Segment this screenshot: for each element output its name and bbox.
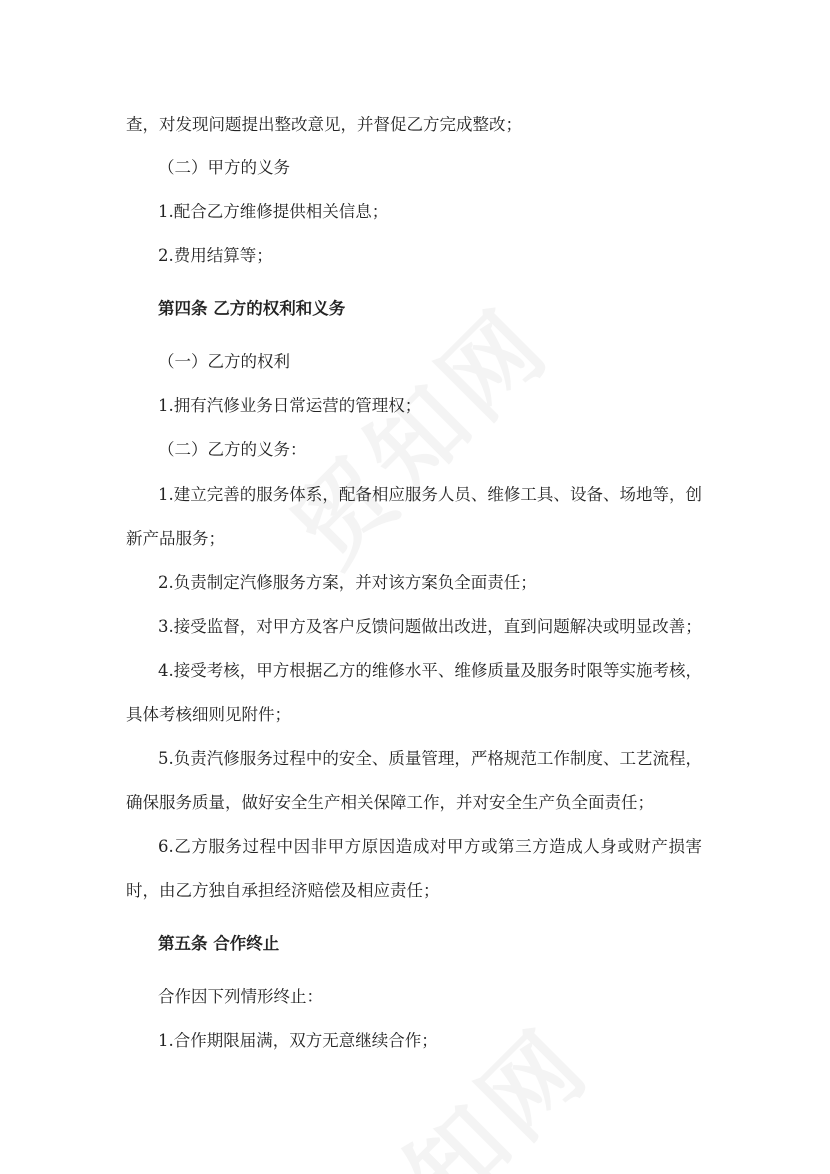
list-item: 1.配合乙方维修提供相关信息； (158, 202, 389, 221)
list-item: 1.合作期限届满，双方无意继续合作； (158, 1031, 438, 1050)
list-item-continuation: 确保服务质量，做好安全生产相关保障工作，并对安全生产负全面责任； (126, 793, 654, 812)
list-item: 1.建立完善的服务体系，配备相应服务人员、维修工具、设备、场地等，创 (158, 485, 702, 504)
list-item: 1.拥有汽修业务日常运营的管理权； (158, 396, 422, 415)
section-heading-rights-b: （一）乙方的权利 (158, 352, 290, 371)
list-item-continuation: 新产品服务； (126, 529, 225, 548)
watermark-bottom (297, 987, 622, 1174)
list-item: 3.接受监督，对甲方及客户反馈问题做出改进，直到问题解决或明显改善； (158, 617, 702, 636)
list-item-continuation: 时，由乙方独自承担经济赔偿及相应责任； (126, 881, 440, 900)
article-heading-5: 第五条 合作终止 (158, 934, 280, 953)
list-item: 4.接受考核，甲方根据乙方的维修水平、维修质量及服务时限等实施考核， (158, 661, 702, 680)
list-item: 2.负责制定汽修服务方案，并对该方案负全面责任； (158, 573, 537, 592)
list-item: 2.费用结算等； (158, 246, 273, 265)
list-item: 5.负责汽修服务过程中的安全、质量管理，严格规范工作制度、工艺流程， (158, 749, 702, 768)
list-item-continuation: 具体考核细则见附件； (126, 705, 291, 724)
list-item: 6.乙方服务过程中因非甲方原因造成对甲方或第三方造成人身或财产损害 (158, 837, 702, 856)
section-heading-obligations-a: （二）甲方的义务 (158, 158, 290, 177)
paragraph-line: 合作因下列情形终止： (158, 987, 323, 1006)
article-heading-4: 第四条 乙方的权利和义务 (158, 299, 346, 318)
paragraph-line: 查，对发现问题提出整改意见，并督促乙方完成整改； (126, 115, 522, 134)
section-heading-obligations-b: （二）乙方的义务： (158, 440, 307, 459)
